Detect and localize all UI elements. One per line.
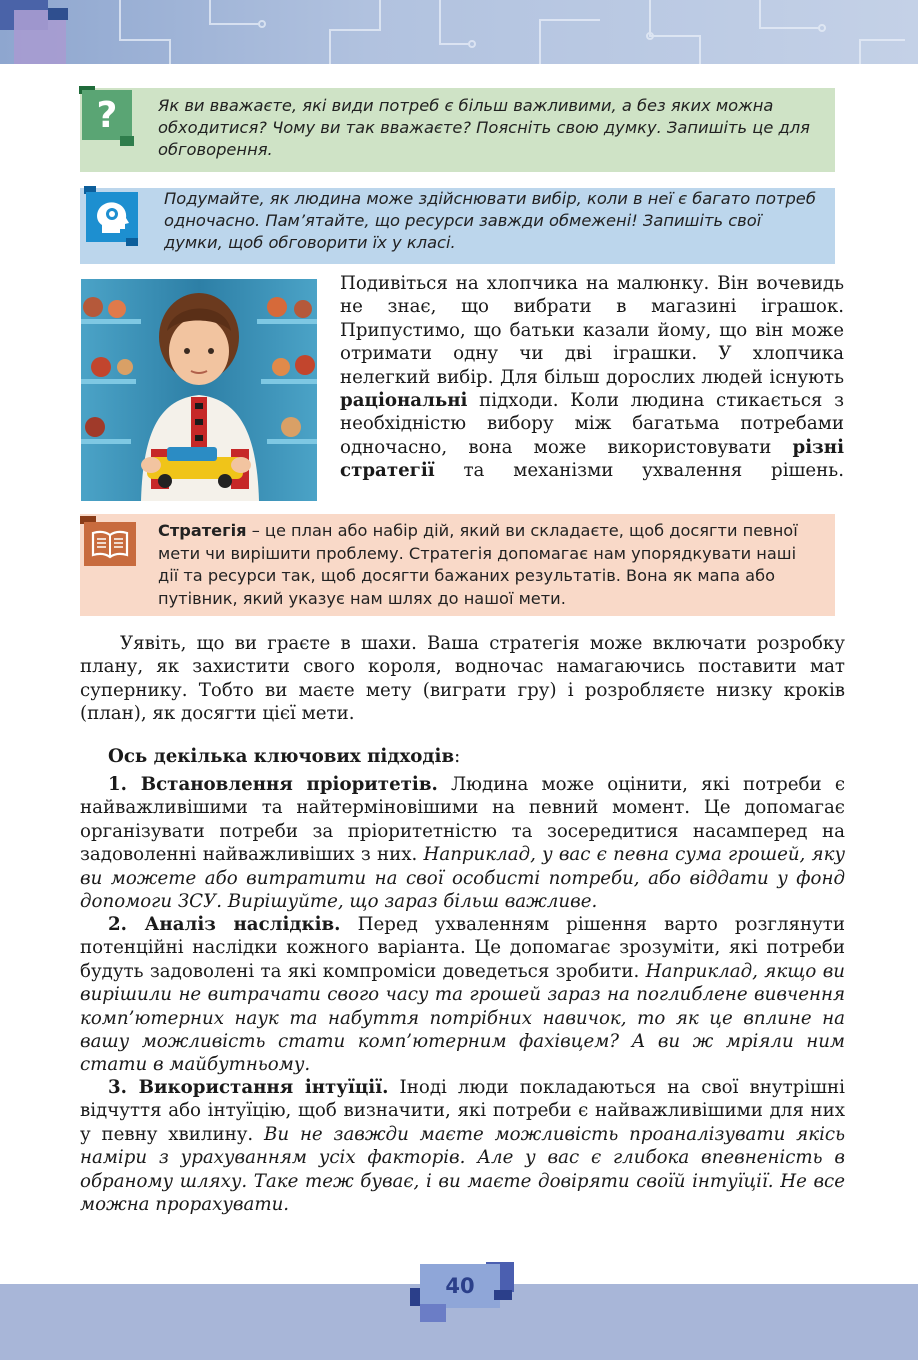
boy-toy-store-illustration: [81, 279, 317, 501]
definition-term: Стратегія: [158, 521, 247, 540]
approach-item: [80, 1076, 845, 1216]
picture-text-part: Подивіться на хлопчика на малюнку. Він вочевидь не знає, що вибрати в магазині іграшок. Припустимо, що батьки казали йому, що він може отримати одну чи дві іграшки. У хлопчика нелегкий вибір. Для більш дорослих людей існують: [340, 273, 844, 388]
page-number: [420, 1264, 500, 1308]
approach-example: Ви не завжди маєте можливість проаналізувати якісь наміри з урахуванням усіх факторів. Але у вас є глибока впевненість в обраному шляху. Таке теж буває, і ви маєте довіряти своїй інтуїції. Не все можна прорахувати.: [80, 1123, 845, 1216]
circuit-pattern: [0, 0, 918, 64]
head-thinking-icon: [86, 192, 138, 242]
question-callout: [80, 88, 835, 172]
approach-item: [80, 913, 845, 1077]
think-text: Подумайте, як людина може здійснювати вибір, коли в неї є багато потреб одночасно. Пам’ятайте, що ресурси завжди обмежені! Запишіть свої думки, щоб обговорити їх у класі.: [164, 189, 816, 252]
footer-square: [494, 1290, 512, 1300]
approach-text: Людина може оцінити, які потреби є найважливішими та найтерміновішими на певний момент. Це допомагає організувати потреби за пріоритетністю та зосередитися насамперед на задоволенні найважливіших з них.: [80, 774, 846, 866]
approach-text: Перед ухваленням рішення варто розглянути потенційні наслідки кожного варіанта. Це допомагає зрозуміти, які потреби будуть задоволені та які компроміси доведеться зробити.: [80, 914, 845, 982]
approaches-heading-text: Ось декілька ключових підходів: [108, 746, 455, 767]
icon-decoration: [126, 238, 138, 246]
top-banner: [0, 0, 918, 64]
approach-text: Іноді люди покладаються на свої внутрішні відчуття або інтуїцію, щоб визначити, які потреби є найважливішими для них у певну хвилину.: [80, 1077, 845, 1145]
approach-title: 3. Використання інтуїції.: [108, 1077, 389, 1098]
page-number-text: 40: [445, 1274, 475, 1298]
question-glyph: ?: [96, 94, 118, 136]
picture-text-part: підходи. Коли людина стикається з необхідністю вибору між багатьма потребами одночасно, вона може використовувати: [340, 390, 844, 458]
approach-example: Наприклад, якщо ви вирішили не витрачати свого часу та грошей зараз на поглиблене вивчення комп’ютерних наук та набуття потрібних навичок, то як це вплине на вашу можливість стати комп’ютерним фахівцем? А ви ж мріяли ним стати в майбутньому.: [80, 960, 845, 1076]
bold-term: раціональні: [340, 390, 468, 412]
approaches-heading: [108, 745, 808, 768]
bold-term: різні стратегії: [340, 436, 844, 482]
approach-title: 2. Аналіз наслідків.: [108, 914, 341, 935]
think-callout: [80, 188, 835, 264]
approaches-heading-colon: :: [454, 746, 461, 767]
definition-text: [158, 520, 819, 610]
approach-item: [80, 773, 845, 913]
approach-title: 1. Встановлення пріоритетів.: [108, 774, 438, 795]
approach-example: Наприклад, у вас є певна сума грошей, яку ви можете або витратити на свої особисті потреби, або віддати у фонд допомоги ЗСУ. Вирішуйте, що зараз більш важливе.: [80, 844, 845, 913]
icon-decoration: [120, 136, 134, 146]
picture-text-part: та механізми ухвалення рішень.: [434, 460, 844, 482]
question-text: Як ви вважаєте, які види потреб є більш важливими, а без яких можна обходитися? Чому ви так вважаєте? Поясніть свою думку. Запишіть це для обговорення.: [158, 96, 810, 159]
definition-callout: [80, 514, 835, 616]
picture-paragraph: [340, 272, 844, 483]
footer-square: [420, 1304, 446, 1322]
open-book-icon: [84, 522, 136, 566]
chess-paragraph: Уявіть, що ви граєте в шахи. Ваша стратегія може включати розробку плану, як захистити свого короля, водночас намагаючись поставити мат супернику. Тобто ви маєте мету (виграти гру) і розробляєте низку кроків (план), як досягти цієї мети.: [80, 633, 845, 725]
definition-body: – це план або набір дій, який ви складаєте, щоб досягти певної мети чи вирішити проблему. Стратегія допомагає нам упорядкувати наші дії та ресурси так, щоб досягти бажаних результатів. Вона як мапа або путівник, який указує нам шлях до нашої мети.: [158, 521, 798, 608]
question-mark-icon: [82, 90, 132, 140]
